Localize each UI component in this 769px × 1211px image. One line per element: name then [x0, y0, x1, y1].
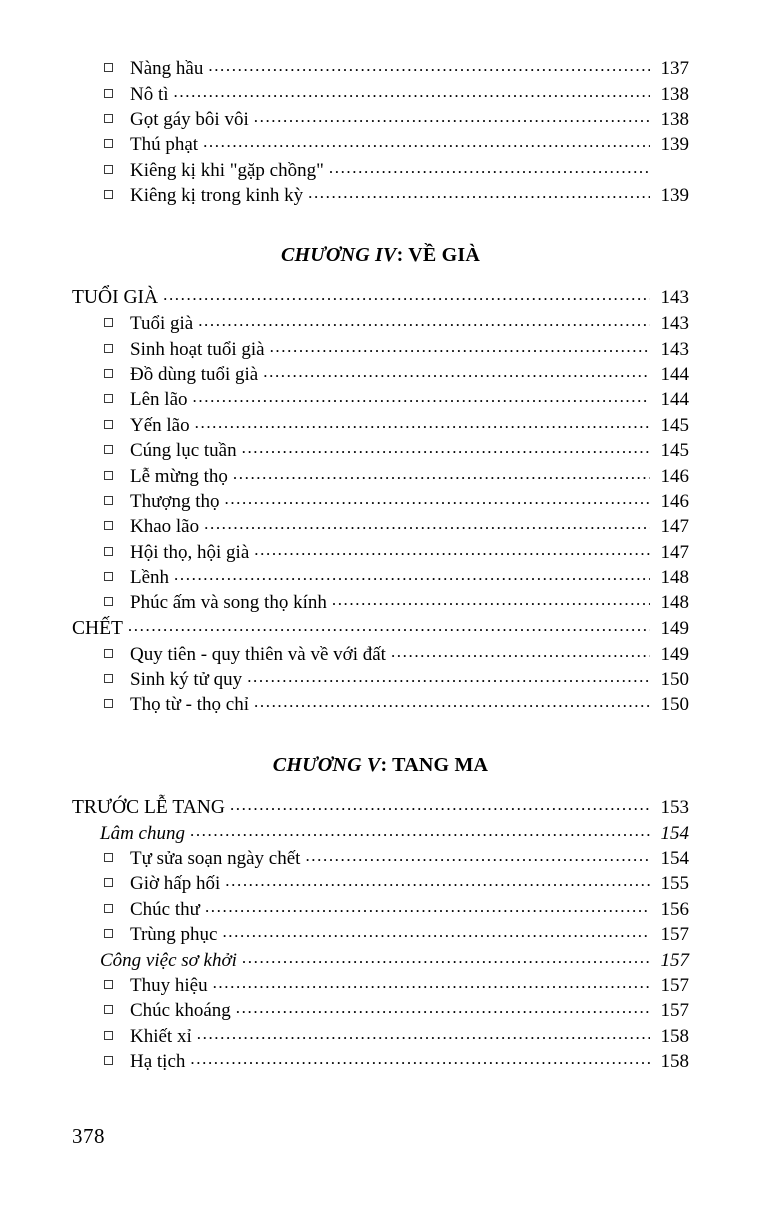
square-bullet-icon [104, 929, 130, 941]
toc-entry-label: Khiết xỉ [130, 1025, 192, 1047]
toc-entry-page: 154 [660, 822, 689, 844]
toc-entry[interactable] [72, 667, 689, 692]
leader-dots [254, 541, 650, 558]
leader-dots [208, 57, 650, 74]
square-bullet-icon [104, 878, 130, 890]
toc-entry[interactable] [72, 922, 689, 947]
toc-entry-page: 155 [660, 873, 689, 895]
toc-entry-label: CHẾT [72, 617, 123, 639]
chapter-heading [72, 754, 689, 777]
square-bullet-icon [104, 904, 130, 916]
toc-entry[interactable] [72, 463, 689, 488]
section-spacer [72, 1074, 689, 1084]
square-bullet-icon [104, 139, 130, 151]
square-bullet-icon [104, 649, 130, 661]
leader-dots [204, 515, 650, 532]
leader-dots [254, 693, 650, 710]
toc-entry-page: 143 [660, 287, 689, 309]
toc-entry-page: 157 [660, 974, 689, 996]
toc-entry-label: Khao lão [130, 516, 200, 538]
leader-dots [247, 668, 650, 685]
leader-dots [270, 338, 650, 355]
toc-entry-page: 158 [660, 1051, 689, 1073]
toc-entry-label: Yến lão [130, 414, 190, 436]
toc-entry-label: Hạ tịch [130, 1051, 186, 1073]
square-bullet-icon [104, 63, 130, 75]
toc-entry-page: 145 [660, 414, 689, 436]
toc-entry[interactable] [72, 132, 689, 157]
leader-dots [163, 286, 650, 303]
toc-entry[interactable] [72, 158, 689, 183]
chapter-heading [72, 244, 689, 267]
leader-dots [236, 999, 650, 1016]
leader-dots [242, 439, 650, 456]
toc-entry-label: Sinh hoạt tuổi già [130, 338, 265, 360]
square-bullet-icon [104, 521, 130, 533]
leader-dots [263, 363, 650, 380]
toc-entry[interactable] [72, 183, 689, 208]
toc-entry-page: 149 [660, 617, 689, 639]
leader-dots [305, 847, 650, 864]
square-bullet-icon [104, 445, 130, 457]
toc-entry-page: 146 [660, 490, 689, 512]
toc-entry-page: 147 [660, 541, 689, 563]
toc-entry[interactable] [72, 871, 689, 896]
toc-entry-label: Công việc sơ khởi [100, 949, 237, 971]
toc-entry[interactable] [72, 285, 689, 311]
toc-entry-page: 149 [660, 643, 689, 665]
toc-entry-label: Lễ mừng thọ [130, 465, 228, 487]
leader-dots [224, 490, 650, 507]
toc-entry-label: TUỔI GIÀ [72, 287, 159, 309]
toc-entry[interactable] [72, 565, 689, 590]
toc-entry-label: Lên lão [130, 389, 188, 411]
toc-entry-page: 139 [660, 185, 689, 207]
leader-dots [329, 159, 650, 176]
leader-dots [242, 949, 650, 966]
toc-entry[interactable] [72, 514, 689, 539]
toc-entry-label: Kiêng kị khi "gặp chồng" [130, 159, 324, 181]
toc-entry-label: Giờ hấp hối [130, 873, 221, 895]
toc-entry[interactable] [72, 489, 689, 514]
toc-entry-page: 143 [660, 313, 689, 335]
square-bullet-icon [104, 89, 130, 101]
toc-entry-page: 150 [660, 694, 689, 716]
toc-entry[interactable] [72, 540, 689, 565]
leader-dots [222, 923, 650, 940]
toc-entry-label: Gọt gáy bôi vôi [130, 108, 249, 130]
chapter-heading-title: : VỀ GIÀ [396, 244, 481, 267]
toc-content [72, 56, 689, 1084]
square-bullet-icon [104, 597, 130, 609]
toc-entry-label: Nàng hầu [130, 58, 204, 80]
toc-entry-page: 137 [660, 58, 689, 80]
square-bullet-icon [104, 980, 130, 992]
square-bullet-icon [104, 1056, 130, 1068]
toc-entry-label: Chúc khoáng [130, 1000, 231, 1022]
toc-entry-label: Thú phạt [130, 134, 199, 156]
toc-entry[interactable] [72, 590, 689, 615]
chapter-heading-number: CHƯƠNG V [272, 753, 381, 776]
toc-entry-label: Tuổi già [130, 313, 194, 335]
toc-entry-page: 156 [660, 898, 689, 920]
toc-entry-label: Quy tiên - quy thiên và về với đất [130, 643, 386, 665]
toc-entry-page: 157 [660, 924, 689, 946]
toc-entry[interactable] [72, 642, 689, 667]
toc-entry[interactable] [72, 81, 689, 106]
toc-entry-label: Thọ từ - thọ chỉ [130, 694, 250, 716]
toc-entry-page: 144 [660, 364, 689, 386]
square-bullet-icon [104, 853, 130, 865]
leader-dots [193, 388, 650, 405]
toc-entry-page: 148 [660, 567, 689, 589]
toc-entry-label: Trùng phục [130, 924, 218, 946]
toc-entry-label: Cúng lục tuần [130, 440, 237, 462]
leader-dots [198, 312, 650, 329]
toc-entry-label: Lâm chung [100, 822, 185, 844]
toc-entry[interactable] [72, 998, 689, 1023]
square-bullet-icon [104, 165, 130, 177]
square-bullet-icon [104, 394, 130, 406]
leader-dots [174, 566, 650, 583]
chapter-heading-number: CHƯƠNG IV [280, 244, 397, 267]
square-bullet-icon [104, 699, 130, 711]
leader-dots [230, 796, 650, 813]
chapter-heading-title: : TANG MA [380, 753, 489, 776]
toc-entry[interactable] [72, 692, 689, 717]
toc-entry-label: Thuy hiệu [130, 974, 208, 996]
toc-entry-page: 154 [660, 848, 689, 870]
toc-entry[interactable] [72, 413, 689, 438]
toc-entry[interactable] [72, 438, 689, 463]
toc-entry[interactable] [72, 897, 689, 922]
square-bullet-icon [104, 1005, 130, 1017]
leader-dots [190, 1050, 650, 1067]
toc-entry-page: 157 [660, 949, 689, 971]
toc-entry[interactable] [72, 821, 689, 846]
square-bullet-icon [104, 674, 130, 686]
toc-entry[interactable] [72, 337, 689, 362]
toc-entry-label: TRƯỚC LỄ TANG [72, 796, 225, 818]
toc-entry-label: Kiêng kị trong kinh kỳ [130, 185, 304, 207]
leader-dots [233, 465, 650, 482]
toc-entry[interactable] [72, 846, 689, 871]
toc-entry[interactable] [72, 947, 689, 972]
toc-entry[interactable] [72, 387, 689, 412]
leader-dots [254, 108, 650, 125]
toc-entry[interactable] [72, 616, 689, 642]
leader-dots [197, 1025, 650, 1042]
square-bullet-icon [104, 496, 130, 508]
toc-entry-label: Lềnh [130, 567, 170, 589]
toc-entry-label: Thượng thọ [130, 490, 220, 512]
leader-dots [190, 822, 650, 839]
square-bullet-icon [104, 420, 130, 432]
toc-entry-page: 153 [660, 796, 689, 818]
toc-entry-page: 148 [660, 592, 689, 614]
page-number: 378 [72, 1124, 105, 1148]
toc-entry-page: 139 [660, 134, 689, 156]
toc-entry-page: 157 [660, 1000, 689, 1022]
toc-entry-page: 138 [660, 83, 689, 105]
square-bullet-icon [104, 1031, 130, 1043]
toc-entry-label: Chúc thư [130, 898, 200, 920]
square-bullet-icon [104, 547, 130, 559]
square-bullet-icon [104, 572, 130, 584]
toc-entry[interactable] [72, 107, 689, 132]
toc-entry-page: 138 [660, 108, 689, 130]
toc-entry-label: Đồ dùng tuổi già [130, 364, 259, 386]
section-spacer [72, 718, 689, 728]
toc-entry-page: 146 [660, 465, 689, 487]
square-bullet-icon [104, 190, 130, 202]
toc-entry-label: Hội thọ, hội già [130, 541, 250, 563]
leader-dots [205, 898, 650, 915]
section-spacer [72, 208, 689, 218]
square-bullet-icon [104, 114, 130, 126]
toc-entry-page: 144 [660, 389, 689, 411]
toc-entry-page: 158 [660, 1025, 689, 1047]
toc-entry[interactable] [72, 973, 689, 998]
square-bullet-icon [104, 369, 130, 381]
toc-entry-label: Tự sửa soạn ngày chết [130, 848, 301, 870]
leader-dots [174, 83, 650, 100]
leader-dots [332, 591, 650, 608]
leader-dots [128, 617, 650, 634]
square-bullet-icon [104, 471, 130, 483]
leader-dots [308, 184, 650, 201]
toc-entry-label: Phúc ấm và song thọ kính [130, 592, 327, 614]
leader-dots [391, 643, 650, 660]
toc-entry-label: Nô tì [130, 83, 169, 105]
toc-entry[interactable] [72, 1049, 689, 1074]
toc-entry-page: 145 [660, 440, 689, 462]
toc-entry-page: 143 [660, 338, 689, 360]
toc-entry-page: 150 [660, 669, 689, 691]
toc-entry[interactable] [72, 795, 689, 821]
toc-entry[interactable] [72, 56, 689, 81]
square-bullet-icon [104, 344, 130, 356]
square-bullet-icon [104, 318, 130, 330]
leader-dots [213, 974, 650, 991]
toc-entry[interactable] [72, 362, 689, 387]
leader-dots [225, 872, 650, 889]
leader-dots [203, 133, 650, 150]
toc-entry-page: 147 [660, 516, 689, 538]
toc-entry[interactable] [72, 1024, 689, 1049]
leader-dots [195, 414, 650, 431]
toc-entry[interactable] [72, 311, 689, 336]
toc-entry-label: Sinh ký tử quy [130, 669, 243, 691]
